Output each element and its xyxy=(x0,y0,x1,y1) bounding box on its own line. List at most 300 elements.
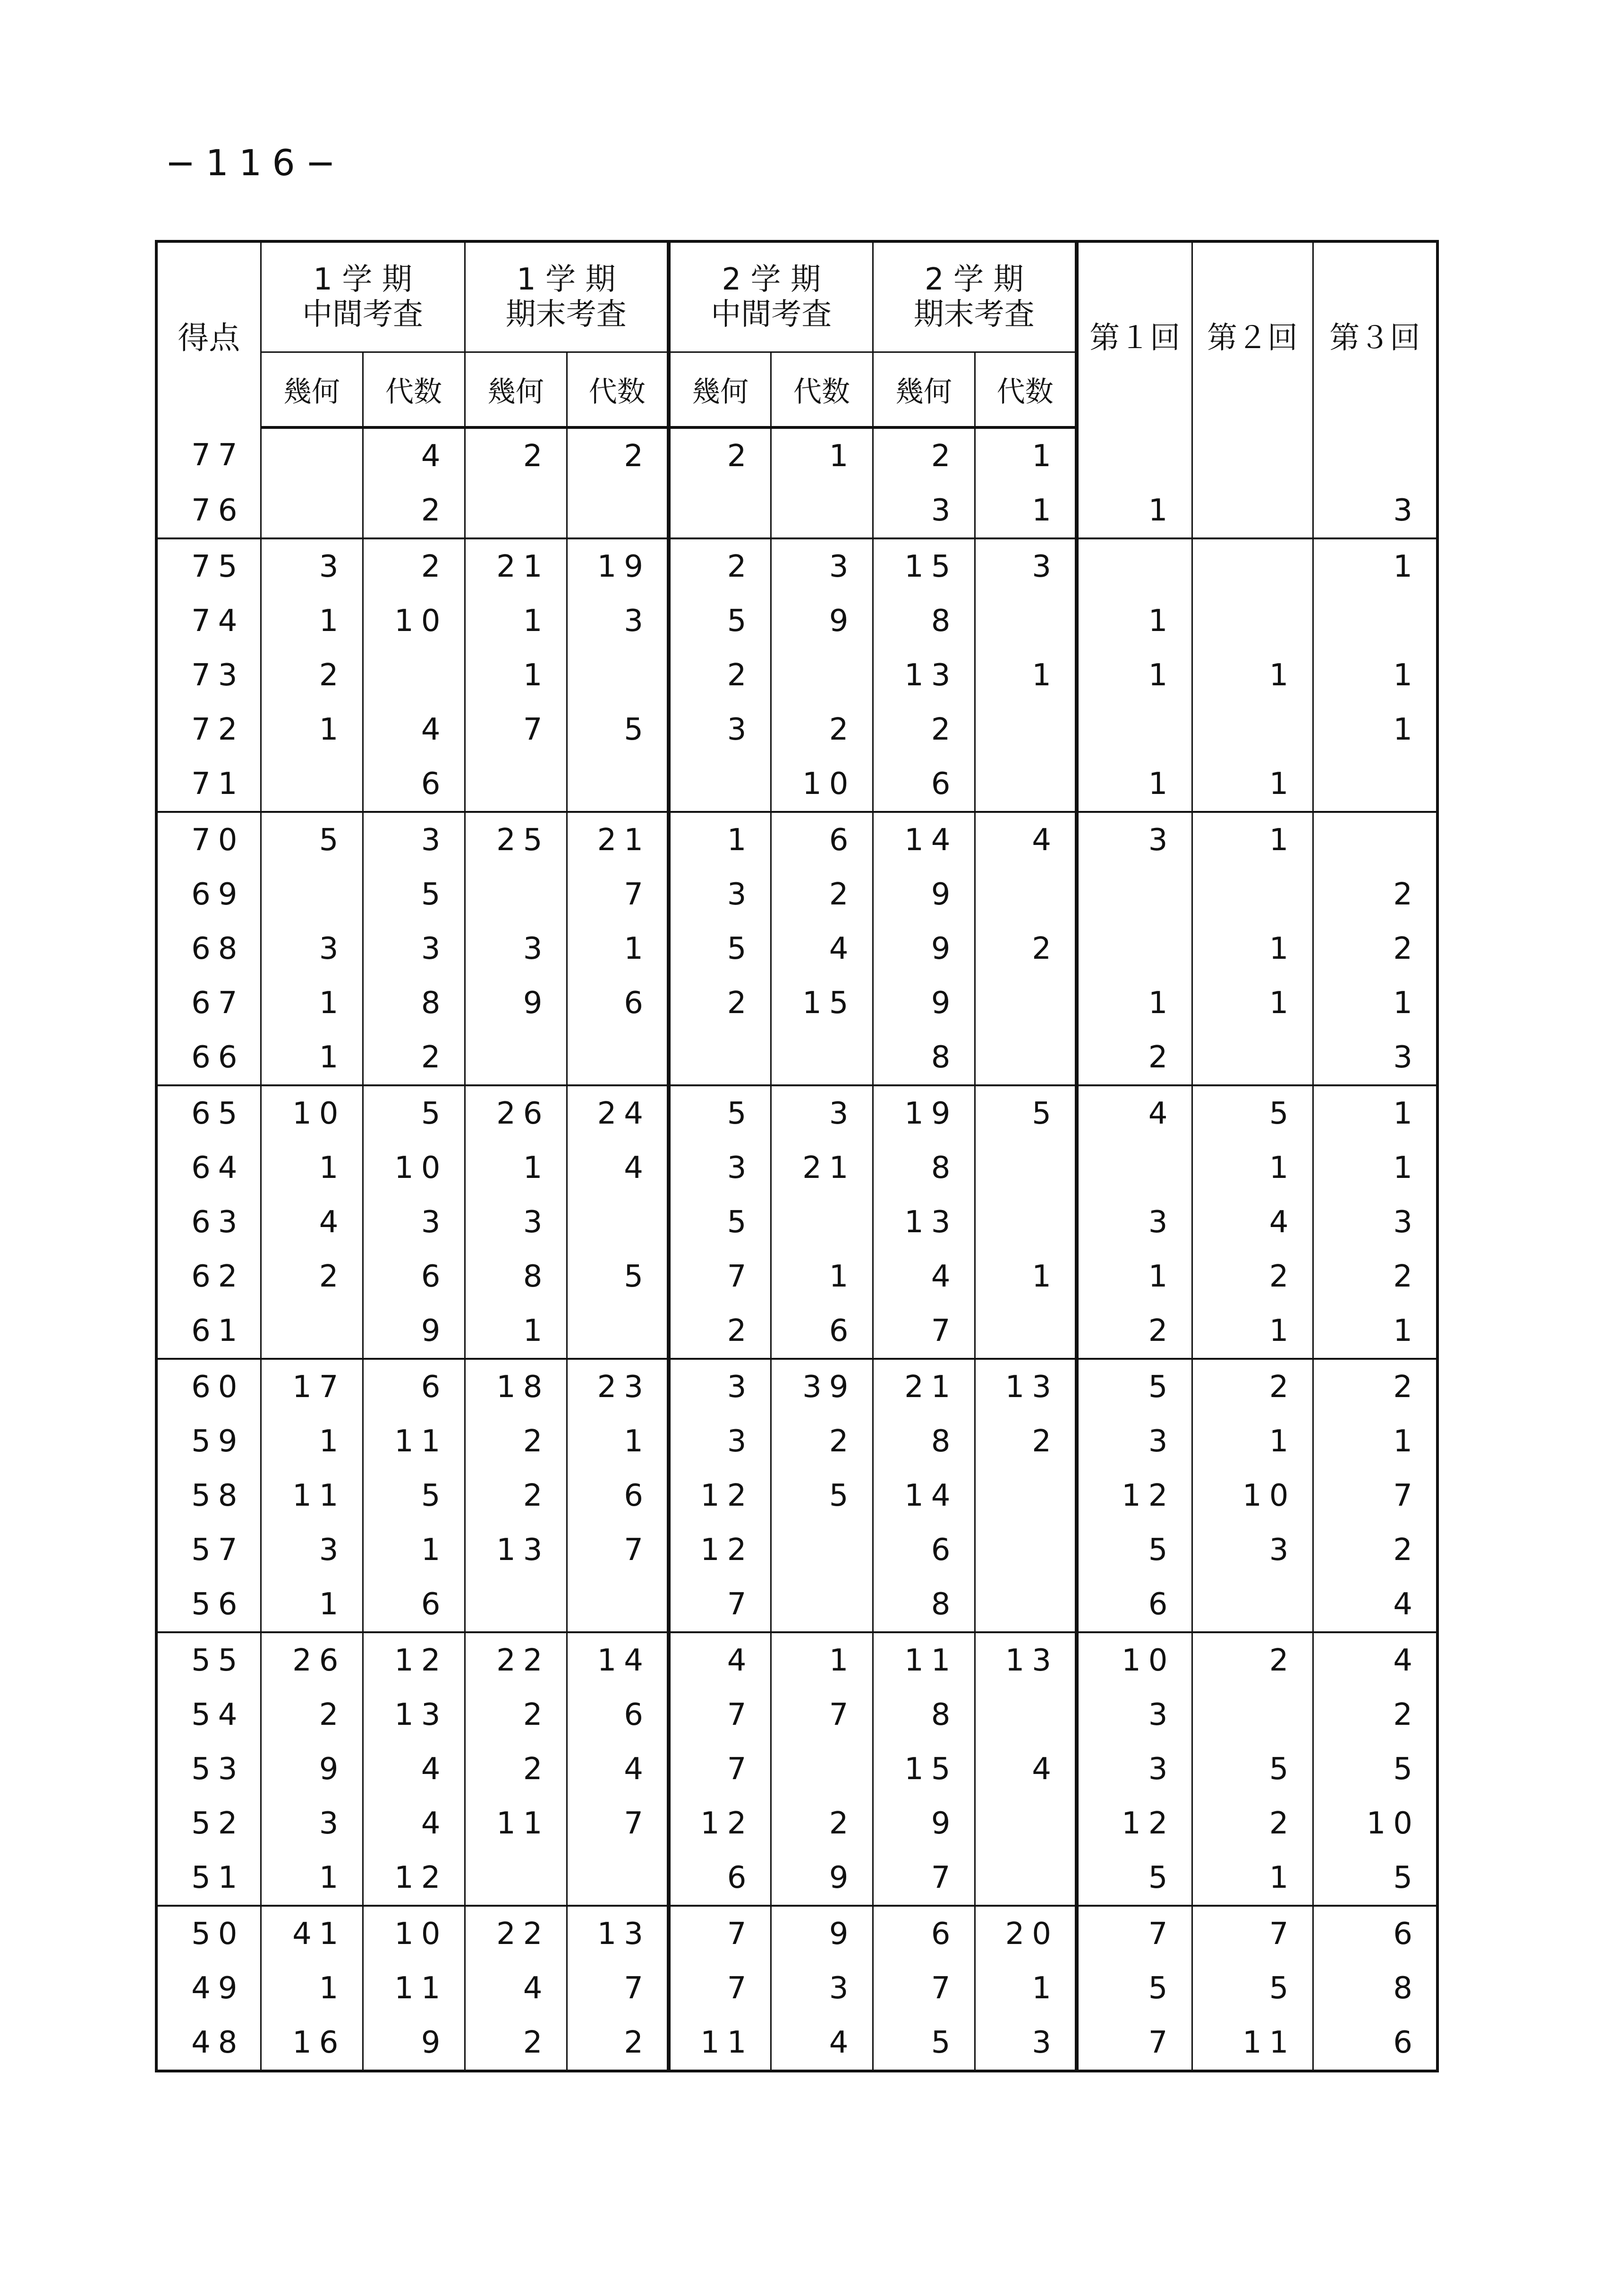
count-cell: 13 xyxy=(873,1195,975,1249)
count-cell xyxy=(567,1195,669,1249)
count-cell: 1 xyxy=(1192,921,1313,976)
count-cell: 22 xyxy=(465,1906,567,1961)
count-cell xyxy=(771,648,873,702)
count-cell: 4 xyxy=(1077,1085,1192,1141)
count-cell: 9 xyxy=(873,1796,975,1850)
count-cell xyxy=(567,1577,669,1632)
count-cell: 7 xyxy=(669,1688,771,1742)
count-cell: 2 xyxy=(771,1414,873,1468)
count-cell: 7 xyxy=(669,1742,771,1796)
count-cell: 21 xyxy=(771,1141,873,1195)
sub-header-algebra: 代数 xyxy=(363,352,465,428)
count-cell: 26 xyxy=(465,1085,567,1141)
count-cell: 2 xyxy=(465,2015,567,2071)
count-cell: 5 xyxy=(1192,1961,1313,2015)
count-cell xyxy=(1077,867,1192,921)
count-cell: 3 xyxy=(1077,1742,1192,1796)
score-cell: 55 xyxy=(156,1632,261,1688)
score-cell: 77 xyxy=(156,427,261,483)
count-cell: 1 xyxy=(363,1523,465,1577)
count-cell: 6 xyxy=(771,812,873,867)
count-cell: 1 xyxy=(1077,1249,1192,1304)
count-cell xyxy=(1192,702,1313,757)
score-cell: 62 xyxy=(156,1249,261,1304)
count-cell: 1 xyxy=(1313,702,1437,757)
count-cell xyxy=(975,757,1077,812)
count-cell: 3 xyxy=(363,812,465,867)
count-cell: 3 xyxy=(1313,1195,1437,1249)
count-cell: 13 xyxy=(975,1632,1077,1688)
count-cell: 6 xyxy=(363,757,465,812)
count-cell: 4 xyxy=(363,427,465,483)
count-cell: 5 xyxy=(363,1085,465,1141)
count-cell xyxy=(567,757,669,812)
count-cell xyxy=(975,1030,1077,1085)
count-cell: 2 xyxy=(261,1688,363,1742)
table-row xyxy=(156,1468,1437,1523)
count-cell: 14 xyxy=(873,812,975,867)
count-cell: 12 xyxy=(363,1850,465,1906)
count-cell: 5 xyxy=(669,594,771,648)
score-cell: 54 xyxy=(156,1688,261,1742)
table-row xyxy=(156,1523,1437,1577)
count-cell: 11 xyxy=(1192,2015,1313,2071)
count-cell xyxy=(261,757,363,812)
count-cell: 5 xyxy=(1192,1085,1313,1141)
sub-header-geometry: 幾何 xyxy=(261,352,363,428)
count-cell: 2 xyxy=(669,976,771,1030)
count-cell: 2 xyxy=(771,702,873,757)
count-cell: 5 xyxy=(975,1085,1077,1141)
count-cell: 4 xyxy=(669,1632,771,1688)
table-row xyxy=(156,757,1437,812)
count-cell xyxy=(567,1030,669,1085)
count-cell: 2 xyxy=(1192,1359,1313,1414)
count-cell: 1 xyxy=(975,483,1077,538)
table-row xyxy=(156,1414,1437,1468)
count-cell xyxy=(567,1850,669,1906)
count-cell: 1 xyxy=(1077,594,1192,648)
count-cell: 1 xyxy=(1313,538,1437,594)
score-cell: 73 xyxy=(156,648,261,702)
count-cell: 5 xyxy=(669,921,771,976)
count-cell: 1 xyxy=(1313,648,1437,702)
exam-header-3-type: 中間考査 xyxy=(711,297,832,332)
count-cell: 3 xyxy=(669,1141,771,1195)
count-cell: 1 xyxy=(975,648,1077,702)
count-cell: 3 xyxy=(1077,1414,1192,1468)
table-row xyxy=(156,702,1437,757)
score-cell: 53 xyxy=(156,1742,261,1796)
count-cell xyxy=(975,867,1077,921)
count-cell: 2 xyxy=(873,427,975,483)
count-cell xyxy=(975,1850,1077,1906)
count-cell: 1 xyxy=(261,1414,363,1468)
sub-header-geometry: 幾何 xyxy=(465,352,567,428)
count-cell: 2 xyxy=(771,867,873,921)
count-cell: 11 xyxy=(363,1414,465,1468)
table-row xyxy=(156,1030,1437,1085)
count-cell: 19 xyxy=(567,538,669,594)
score-cell: 69 xyxy=(156,867,261,921)
count-cell xyxy=(465,1030,567,1085)
score-cell: 61 xyxy=(156,1304,261,1359)
count-cell: 1 xyxy=(261,1961,363,2015)
exam-header-2 xyxy=(465,241,669,352)
count-cell: 1 xyxy=(567,921,669,976)
table-row xyxy=(156,921,1437,976)
count-cell: 19 xyxy=(873,1085,975,1141)
count-cell: 3 xyxy=(669,1414,771,1468)
count-cell: 1 xyxy=(1077,976,1192,1030)
count-cell: 9 xyxy=(771,1906,873,1961)
count-cell: 5 xyxy=(771,1468,873,1523)
count-cell: 1 xyxy=(1313,1085,1437,1141)
count-cell: 12 xyxy=(1077,1796,1192,1850)
count-cell: 3 xyxy=(669,702,771,757)
count-cell: 6 xyxy=(363,1577,465,1632)
count-cell xyxy=(1313,757,1437,812)
score-cell: 59 xyxy=(156,1414,261,1468)
count-cell xyxy=(1313,594,1437,648)
count-cell: 1 xyxy=(1192,1304,1313,1359)
count-cell: 2 xyxy=(873,702,975,757)
count-cell: 4 xyxy=(1313,1632,1437,1688)
count-cell: 7 xyxy=(567,1796,669,1850)
count-cell: 2 xyxy=(1192,1632,1313,1688)
count-cell: 1 xyxy=(1077,483,1192,538)
count-cell: 4 xyxy=(567,1141,669,1195)
count-cell xyxy=(975,1688,1077,1742)
count-cell: 7 xyxy=(669,1906,771,1961)
count-cell: 2 xyxy=(465,1414,567,1468)
count-cell: 1 xyxy=(261,1141,363,1195)
count-cell xyxy=(1192,483,1313,538)
count-cell: 7 xyxy=(567,1961,669,2015)
table-row xyxy=(156,648,1437,702)
table-row xyxy=(156,1577,1437,1632)
count-cell: 2 xyxy=(1313,921,1437,976)
count-cell: 2 xyxy=(465,1688,567,1742)
count-cell: 1 xyxy=(975,1961,1077,2015)
count-cell: 21 xyxy=(465,538,567,594)
count-cell: 8 xyxy=(873,1030,975,1085)
count-cell: 9 xyxy=(873,921,975,976)
count-cell xyxy=(261,867,363,921)
count-cell: 1 xyxy=(771,1632,873,1688)
count-cell xyxy=(465,1850,567,1906)
count-cell xyxy=(771,1577,873,1632)
count-cell: 2 xyxy=(465,1468,567,1523)
count-cell: 3 xyxy=(261,1523,363,1577)
count-cell: 3 xyxy=(1077,1195,1192,1249)
count-cell: 20 xyxy=(975,1906,1077,1961)
count-cell: 10 xyxy=(363,1141,465,1195)
score-cell: 63 xyxy=(156,1195,261,1249)
table-row xyxy=(156,976,1437,1030)
count-cell: 2 xyxy=(261,1249,363,1304)
count-cell: 7 xyxy=(669,1249,771,1304)
count-cell xyxy=(1077,702,1192,757)
count-cell xyxy=(1192,427,1313,483)
sub-header-algebra: 代数 xyxy=(771,352,873,428)
count-cell: 4 xyxy=(771,921,873,976)
exam-header-1-term: 1 学 期 xyxy=(313,262,412,297)
count-cell: 4 xyxy=(261,1195,363,1249)
count-cell: 1 xyxy=(261,1577,363,1632)
count-cell: 2 xyxy=(975,1414,1077,1468)
count-cell: 1 xyxy=(1077,757,1192,812)
count-cell: 3 xyxy=(771,1085,873,1141)
count-cell: 10 xyxy=(261,1085,363,1141)
count-cell: 2 xyxy=(465,427,567,483)
count-cell: 14 xyxy=(873,1468,975,1523)
count-cell: 1 xyxy=(1192,976,1313,1030)
count-cell: 9 xyxy=(363,2015,465,2071)
count-cell: 4 xyxy=(567,1742,669,1796)
count-cell xyxy=(261,483,363,538)
count-cell: 13 xyxy=(567,1906,669,1961)
count-cell: 1 xyxy=(1192,1141,1313,1195)
count-cell: 5 xyxy=(567,1249,669,1304)
score-header: 得点 xyxy=(156,241,261,427)
count-cell xyxy=(261,1304,363,1359)
count-cell: 5 xyxy=(1077,1359,1192,1414)
count-cell: 6 xyxy=(1077,1577,1192,1632)
count-cell: 11 xyxy=(669,2015,771,2071)
count-cell xyxy=(567,1304,669,1359)
count-cell: 10 xyxy=(1192,1468,1313,1523)
count-cell: 2 xyxy=(975,921,1077,976)
count-cell: 1 xyxy=(1192,1414,1313,1468)
count-cell: 22 xyxy=(465,1632,567,1688)
count-cell: 1 xyxy=(1192,648,1313,702)
count-cell: 3 xyxy=(261,921,363,976)
count-cell xyxy=(465,1577,567,1632)
table-row xyxy=(156,1141,1437,1195)
score-cell: 49 xyxy=(156,1961,261,2015)
count-cell xyxy=(975,1304,1077,1359)
count-cell: 7 xyxy=(567,867,669,921)
count-cell: 2 xyxy=(1313,1688,1437,1742)
count-cell xyxy=(465,757,567,812)
page-number: −116− xyxy=(165,142,346,184)
count-cell xyxy=(1077,1141,1192,1195)
count-cell: 2 xyxy=(261,648,363,702)
count-cell: 3 xyxy=(873,483,975,538)
score-distribution-table xyxy=(155,240,1439,2072)
count-cell: 3 xyxy=(261,1796,363,1850)
count-cell: 2 xyxy=(1077,1030,1192,1085)
count-cell: 4 xyxy=(363,702,465,757)
count-cell: 2 xyxy=(567,427,669,483)
count-cell: 5 xyxy=(1313,1742,1437,1796)
count-cell: 4 xyxy=(873,1249,975,1304)
count-cell xyxy=(771,1742,873,1796)
score-cell: 76 xyxy=(156,483,261,538)
count-cell: 1 xyxy=(1313,1414,1437,1468)
count-cell: 1 xyxy=(261,702,363,757)
count-cell: 3 xyxy=(465,1195,567,1249)
score-cell: 75 xyxy=(156,538,261,594)
count-cell: 9 xyxy=(363,1304,465,1359)
count-cell: 3 xyxy=(261,538,363,594)
count-cell: 1 xyxy=(771,427,873,483)
table-row xyxy=(156,1085,1437,1141)
score-cell: 74 xyxy=(156,594,261,648)
table-row xyxy=(156,427,1437,483)
count-cell: 2 xyxy=(1077,1304,1192,1359)
count-cell xyxy=(771,1030,873,1085)
table-row xyxy=(156,1304,1437,1359)
count-cell: 7 xyxy=(669,1961,771,2015)
count-cell: 2 xyxy=(363,538,465,594)
count-cell: 1 xyxy=(1077,648,1192,702)
count-cell: 2 xyxy=(1313,1359,1437,1414)
count-cell: 10 xyxy=(1077,1632,1192,1688)
sub-header-algebra: 代数 xyxy=(975,352,1077,428)
score-cell: 50 xyxy=(156,1906,261,1961)
count-cell: 6 xyxy=(363,1359,465,1414)
count-cell xyxy=(669,483,771,538)
count-cell: 12 xyxy=(669,1468,771,1523)
count-cell: 4 xyxy=(771,2015,873,2071)
count-cell: 6 xyxy=(669,1850,771,1906)
count-cell: 7 xyxy=(771,1688,873,1742)
count-cell: 3 xyxy=(567,594,669,648)
count-cell: 5 xyxy=(1077,1523,1192,1577)
count-cell: 3 xyxy=(771,538,873,594)
table-row xyxy=(156,812,1437,867)
score-cell: 60 xyxy=(156,1359,261,1414)
count-cell: 3 xyxy=(363,1195,465,1249)
count-cell: 8 xyxy=(465,1249,567,1304)
count-cell: 2 xyxy=(1313,1249,1437,1304)
count-cell: 39 xyxy=(771,1359,873,1414)
count-cell: 6 xyxy=(873,757,975,812)
count-cell: 3 xyxy=(465,921,567,976)
count-cell xyxy=(1077,427,1192,483)
table-row xyxy=(156,2015,1437,2071)
count-cell: 18 xyxy=(465,1359,567,1414)
count-cell: 7 xyxy=(669,1577,771,1632)
count-cell: 10 xyxy=(363,1906,465,1961)
count-cell: 26 xyxy=(261,1632,363,1688)
count-cell xyxy=(771,483,873,538)
count-cell: 4 xyxy=(465,1961,567,2015)
score-cell: 51 xyxy=(156,1850,261,1906)
table-row xyxy=(156,1961,1437,2015)
table-row xyxy=(156,1195,1437,1249)
count-cell: 16 xyxy=(261,2015,363,2071)
count-cell: 2 xyxy=(669,427,771,483)
count-cell: 4 xyxy=(975,812,1077,867)
score-cell: 70 xyxy=(156,812,261,867)
score-cell: 58 xyxy=(156,1468,261,1523)
count-cell: 1 xyxy=(1192,757,1313,812)
exam-header-1 xyxy=(261,241,465,352)
count-cell: 2 xyxy=(1313,1523,1437,1577)
count-cell xyxy=(261,427,363,483)
count-cell: 1 xyxy=(465,1304,567,1359)
count-cell: 7 xyxy=(873,1304,975,1359)
score-cell: 66 xyxy=(156,1030,261,1085)
count-cell xyxy=(1313,812,1437,867)
score-cell: 48 xyxy=(156,2015,261,2071)
table-body xyxy=(156,427,1437,2071)
score-cell: 65 xyxy=(156,1085,261,1141)
exam-header-3 xyxy=(669,241,873,352)
table-row xyxy=(156,1688,1437,1742)
sub-header-algebra: 代数 xyxy=(567,352,669,428)
count-cell: 13 xyxy=(465,1523,567,1577)
count-cell: 23 xyxy=(567,1359,669,1414)
count-cell: 9 xyxy=(873,976,975,1030)
count-cell: 5 xyxy=(363,1468,465,1523)
count-cell: 1 xyxy=(669,812,771,867)
count-cell: 6 xyxy=(771,1304,873,1359)
sub-header-geometry: 幾何 xyxy=(873,352,975,428)
count-cell xyxy=(1077,921,1192,976)
count-cell: 1 xyxy=(1192,1850,1313,1906)
count-cell: 2 xyxy=(465,1742,567,1796)
count-cell: 8 xyxy=(873,594,975,648)
count-cell: 12 xyxy=(669,1523,771,1577)
count-cell: 8 xyxy=(873,1141,975,1195)
count-cell xyxy=(975,1577,1077,1632)
count-cell: 3 xyxy=(669,867,771,921)
count-cell: 2 xyxy=(363,483,465,538)
count-cell xyxy=(567,483,669,538)
exam-header-4-type: 期末考査 xyxy=(913,297,1035,332)
count-cell: 8 xyxy=(873,1688,975,1742)
exam-header-2-term: 1 学 期 xyxy=(517,262,616,297)
count-cell: 13 xyxy=(873,648,975,702)
count-cell: 8 xyxy=(873,1577,975,1632)
table-row xyxy=(156,1632,1437,1688)
count-cell xyxy=(975,1796,1077,1850)
count-cell: 4 xyxy=(363,1796,465,1850)
table-row xyxy=(156,1359,1437,1414)
count-cell: 13 xyxy=(975,1359,1077,1414)
score-cell: 64 xyxy=(156,1141,261,1195)
count-cell: 4 xyxy=(1313,1577,1437,1632)
count-cell: 12 xyxy=(1077,1468,1192,1523)
count-cell: 4 xyxy=(975,1742,1077,1796)
count-cell: 24 xyxy=(567,1085,669,1141)
count-cell: 3 xyxy=(363,921,465,976)
count-cell: 2 xyxy=(669,648,771,702)
count-cell: 1 xyxy=(1313,1141,1437,1195)
count-cell: 1 xyxy=(465,594,567,648)
count-cell: 2 xyxy=(567,2015,669,2071)
count-cell: 11 xyxy=(465,1796,567,1850)
count-cell: 21 xyxy=(567,812,669,867)
count-cell: 12 xyxy=(363,1632,465,1688)
count-cell: 3 xyxy=(1313,483,1437,538)
count-cell xyxy=(975,1141,1077,1195)
count-cell: 6 xyxy=(567,1468,669,1523)
count-cell xyxy=(1192,867,1313,921)
count-cell: 5 xyxy=(1077,1961,1192,2015)
exam-header-4 xyxy=(873,241,1077,352)
table-row xyxy=(156,867,1437,921)
count-cell xyxy=(975,976,1077,1030)
exam-header-1-type: 中間考査 xyxy=(302,297,423,332)
table-row xyxy=(156,1249,1437,1304)
count-cell: 3 xyxy=(669,1359,771,1414)
count-cell: 2 xyxy=(669,1304,771,1359)
